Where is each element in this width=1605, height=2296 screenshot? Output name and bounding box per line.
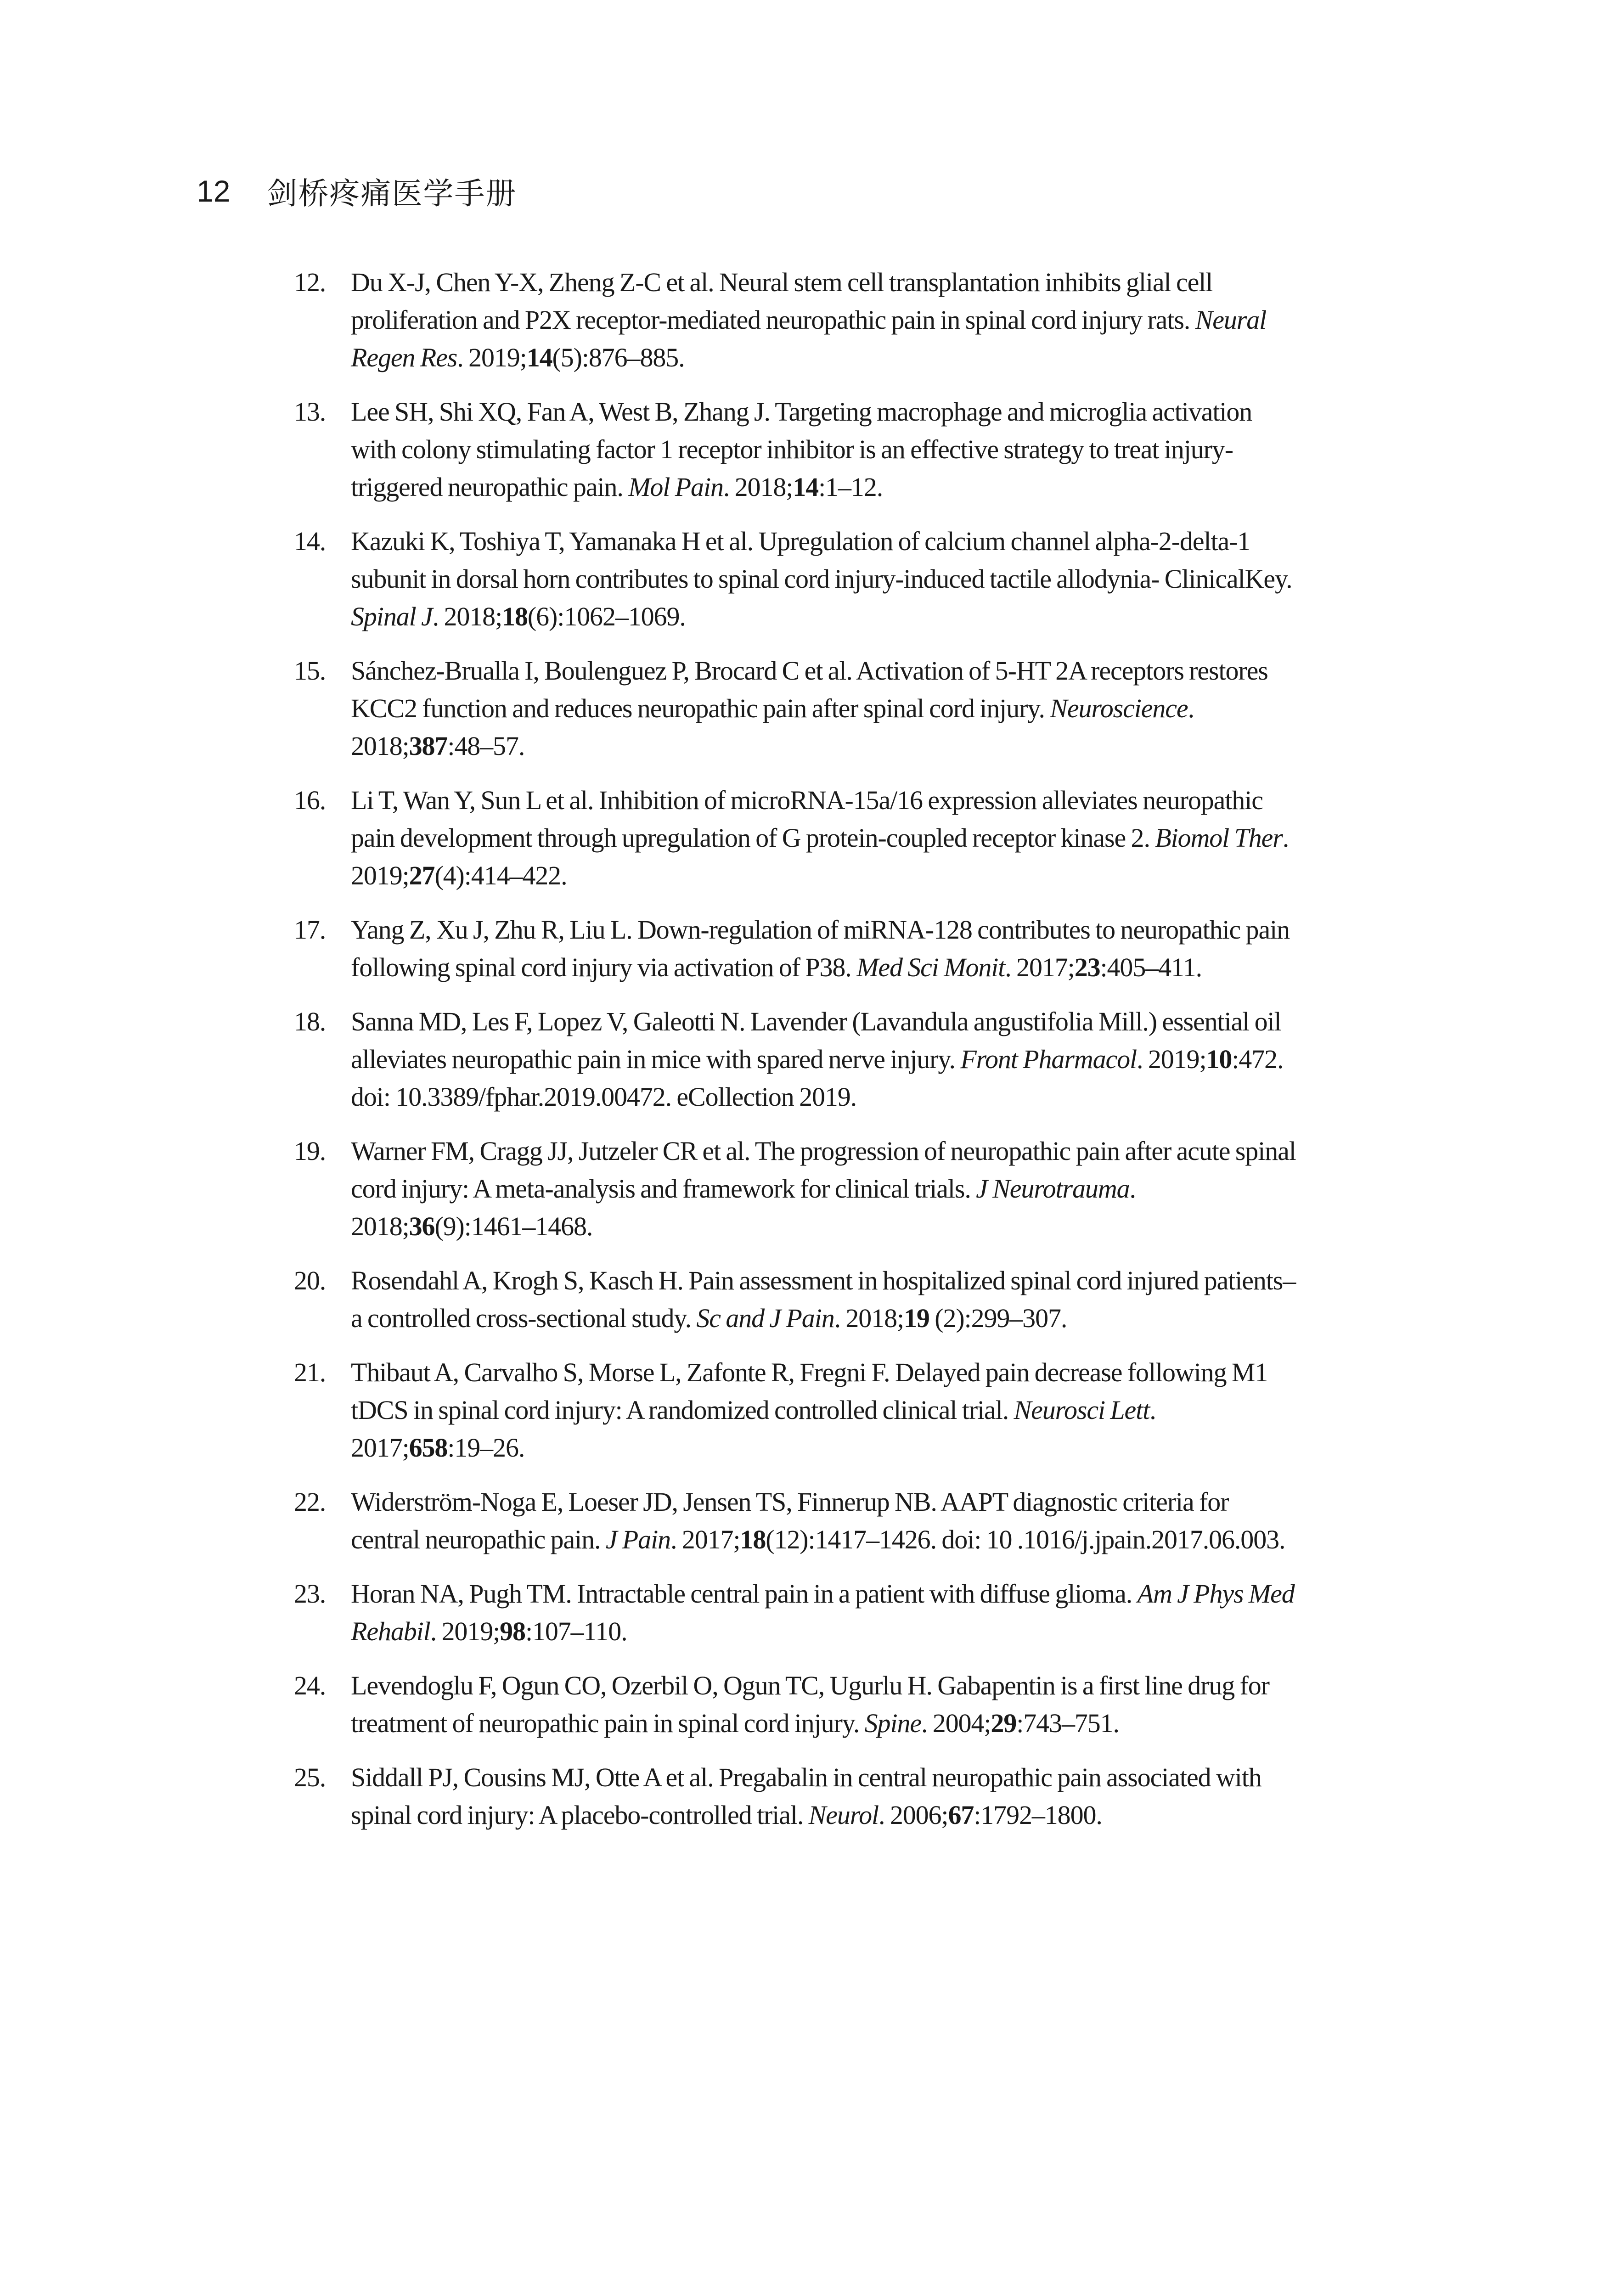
volume-number: 23 xyxy=(1074,952,1100,982)
citation-text: :743–751. xyxy=(1016,1708,1119,1738)
citation-text: . 2019; xyxy=(351,823,1289,890)
citation-text: Sánchez-Brualla I, Boulenguez P, Brocard C et al. Activation of 5-HT 2A receptors restores KCC2 function and reduces neuropathic pain after spinal cord injury. xyxy=(351,656,1268,723)
reference-list xyxy=(294,0,1297,1942)
citation-text: Lee SH, Shi XQ, Fan A, West B, Zhang J. Targeting macrophage and microglia activation with colony stimulating factor 1 receptor inhibitor is an effective strategy to treat injury-triggered neuropathic pain. xyxy=(351,397,1252,502)
reference-item xyxy=(294,1759,1297,1834)
citation-text: (5):876–885. xyxy=(552,343,685,372)
volume-number: 14 xyxy=(526,343,552,372)
journal-name: Spine xyxy=(864,1708,921,1738)
reference-number: 21. xyxy=(294,1357,326,1387)
reference-item xyxy=(294,1483,1297,1559)
citation-text: . 2018; xyxy=(723,472,793,502)
reference-number: 20. xyxy=(294,1266,326,1295)
reference-text xyxy=(351,1354,1297,1467)
journal-name: Neurosci Lett xyxy=(1014,1395,1150,1425)
reference-item xyxy=(294,1132,1297,1245)
citation-text: Horan NA, Pugh TM. Intractable central pain in a patient with diffuse glioma. xyxy=(351,1579,1138,1609)
reference-item xyxy=(294,1003,1297,1116)
citation-text: Kazuki K, Toshiya T, Yamanaka H et al. Upregulation of calcium channel alpha-2-delta-1 subunit in dorsal horn contributes to spinal cord injury-induced tactile allodynia- ClinicalKey. xyxy=(351,526,1292,594)
citation-text: . 2019; xyxy=(1137,1044,1206,1074)
citation-text: (9):1461–1468. xyxy=(434,1211,593,1241)
reference-number: 17. xyxy=(294,915,326,945)
reference-number: 18. xyxy=(294,1007,326,1036)
reference-number: 15. xyxy=(294,656,326,686)
volume-number: 10 xyxy=(1206,1044,1232,1074)
citation-text: Yang Z, Xu J, Zhu R, Liu L. Down-regulation of miRNA-128 contributes to neuropathic pain following spinal cord injury via activation of P38. xyxy=(351,915,1290,982)
reference-number: 23. xyxy=(294,1579,326,1609)
citation-text: . 2004; xyxy=(921,1708,991,1738)
reference-text xyxy=(351,911,1297,986)
citation-text: Siddall PJ, Cousins MJ, Otte A et al. Pregabalin in central neuropathic pain associated with spinal cord injury: A placebo-controlled trial. xyxy=(351,1762,1261,1830)
journal-name: J Neurotrauma xyxy=(976,1174,1130,1204)
volume-number: 98 xyxy=(500,1616,525,1646)
reference-item xyxy=(294,1262,1297,1337)
volume-number: 19 xyxy=(904,1303,929,1333)
journal-name: Am J Phys Med Rehabil xyxy=(351,1579,1295,1646)
citation-text: . 2017; xyxy=(670,1525,740,1554)
citation-text: . 2018; xyxy=(351,693,1194,761)
reference-item xyxy=(294,652,1297,765)
reference-item xyxy=(294,1354,1297,1467)
citation-text: Li T, Wan Y, Sun L et al. Inhibition of microRNA-15a/16 expression alleviates neuropathic pain development through upregulation of G protein-coupled receptor kinase 2. xyxy=(351,785,1263,853)
reference-text xyxy=(351,782,1297,895)
reference-text xyxy=(351,523,1297,636)
reference-text xyxy=(351,1483,1297,1559)
book-title: 剑桥疼痛医学手册 xyxy=(267,176,517,211)
citation-text: :1792–1800. xyxy=(974,1800,1102,1830)
journal-name: Spinal J xyxy=(351,602,433,631)
journal-name: Front Pharmacol xyxy=(960,1044,1137,1074)
reference-item xyxy=(294,523,1297,636)
journal-name: Mol Pain xyxy=(628,472,723,502)
reference-text xyxy=(351,1575,1297,1650)
volume-number: 18 xyxy=(502,602,528,631)
citation-text: :48–57. xyxy=(447,731,525,761)
reference-text xyxy=(351,1759,1297,1834)
reference-text xyxy=(351,1667,1297,1742)
citation-text: (12):1417–1426. doi: 10 .1016/j.jpain.2017.06.003. xyxy=(766,1525,1285,1554)
citation-text: Sanna MD, Les F, Lopez V, Galeotti N. Lavender (Lavandula angustifolia Mill.) essential oil alleviates neuropathic pain in mice with spared nerve injury. xyxy=(351,1007,1281,1074)
page-number: 12 xyxy=(197,174,231,208)
citation-text: . 2019; xyxy=(457,343,527,372)
reference-text xyxy=(351,1132,1297,1245)
citation-text: :405–411. xyxy=(1100,952,1202,982)
citation-text: (2):299–307. xyxy=(929,1303,1067,1333)
reference-text xyxy=(351,652,1297,765)
citation-text: Thibaut A, Carvalho S, Morse L, Zafonte R, Fregni F. Delayed pain decrease following M1 tDCS in spinal cord injury: A randomized controlled clinical trial. xyxy=(351,1357,1268,1425)
journal-name: J Pain xyxy=(605,1525,670,1554)
citation-text: Levendoglu F, Ogun CO, Ozerbil O, Ogun TC, Ugurlu H. Gabapentin is a first line drug for treatment of neuropathic pain in spinal cord injury. xyxy=(351,1671,1269,1738)
volume-number: 387 xyxy=(409,731,448,761)
citation-text: :107–110. xyxy=(525,1616,627,1646)
journal-name: Neuroscience xyxy=(1050,693,1188,723)
citation-text: . 2017; xyxy=(351,1395,1156,1463)
reference-number: 19. xyxy=(294,1136,326,1166)
reference-item xyxy=(294,911,1297,986)
citation-text: (6):1062–1069. xyxy=(527,602,686,631)
journal-name: Neural Regen Res xyxy=(351,305,1267,372)
journal-name: Sc and J Pain xyxy=(696,1303,834,1333)
reference-text xyxy=(351,1262,1297,1337)
citation-text: Du X-J, Chen Y-X, Zheng Z-C et al. Neural stem cell transplantation inhibits glial cell proliferation and P2X receptor-mediated neuropathic pain in spinal cord injury rats. xyxy=(351,267,1213,335)
citation-text: . 2018; xyxy=(834,1303,904,1333)
citation-text: :19–26. xyxy=(447,1433,525,1463)
journal-name: Biomol Ther xyxy=(1155,823,1283,853)
volume-number: 67 xyxy=(948,1800,974,1830)
citation-text: :1–12. xyxy=(818,472,883,502)
reference-item xyxy=(294,393,1297,506)
volume-number: 18 xyxy=(740,1525,766,1554)
citation-text: . 2018; xyxy=(351,1174,1136,1241)
volume-number: 29 xyxy=(991,1708,1017,1738)
reference-item xyxy=(294,1575,1297,1650)
citation-text: (4):414–422. xyxy=(434,861,567,890)
reference-item xyxy=(294,264,1297,377)
reference-number: 22. xyxy=(294,1487,326,1517)
reference-text xyxy=(351,393,1297,506)
journal-name: Med Sci Monit xyxy=(856,952,1005,982)
journal-name: Neurol xyxy=(808,1800,879,1830)
citation-text: . 2006; xyxy=(879,1800,948,1830)
citation-text: . 2019; xyxy=(430,1616,500,1646)
citation-text: Warner FM, Cragg JJ, Jutzeler CR et al. The progression of neuropathic pain after acute spinal cord injury: A meta-analysis and framework for clinical trials. xyxy=(351,1136,1296,1204)
reference-number: 24. xyxy=(294,1671,326,1700)
citation-text: Rosendahl A, Krogh S, Kasch H. Pain assessment in hospitalized spinal cord injured patients–a controlled cross-sectional study. xyxy=(351,1266,1296,1333)
volume-number: 36 xyxy=(409,1211,435,1241)
running-header xyxy=(197,169,517,213)
reference-text xyxy=(351,1003,1297,1116)
reference-text xyxy=(351,264,1297,377)
reference-number: 13. xyxy=(294,397,326,427)
reference-number: 25. xyxy=(294,1762,326,1792)
reference-number: 14. xyxy=(294,526,326,556)
volume-number: 27 xyxy=(409,861,435,890)
reference-item xyxy=(294,1667,1297,1742)
reference-number: 16. xyxy=(294,785,326,815)
citation-text: . 2017; xyxy=(1005,952,1075,982)
citation-text: Widerström-Noga E, Loeser JD, Jensen TS, Finnerup NB. AAPT diagnostic criteria for central neuropathic pain. xyxy=(351,1487,1229,1554)
citation-text: . 2018; xyxy=(432,602,502,631)
reference-number: 12. xyxy=(294,267,326,297)
volume-number: 14 xyxy=(793,472,819,502)
reference-item xyxy=(294,782,1297,895)
citation-text: :472. doi: 10.3389/fphar.2019.00472. eCollection 2019. xyxy=(351,1044,1284,1112)
volume-number: 658 xyxy=(409,1433,448,1463)
